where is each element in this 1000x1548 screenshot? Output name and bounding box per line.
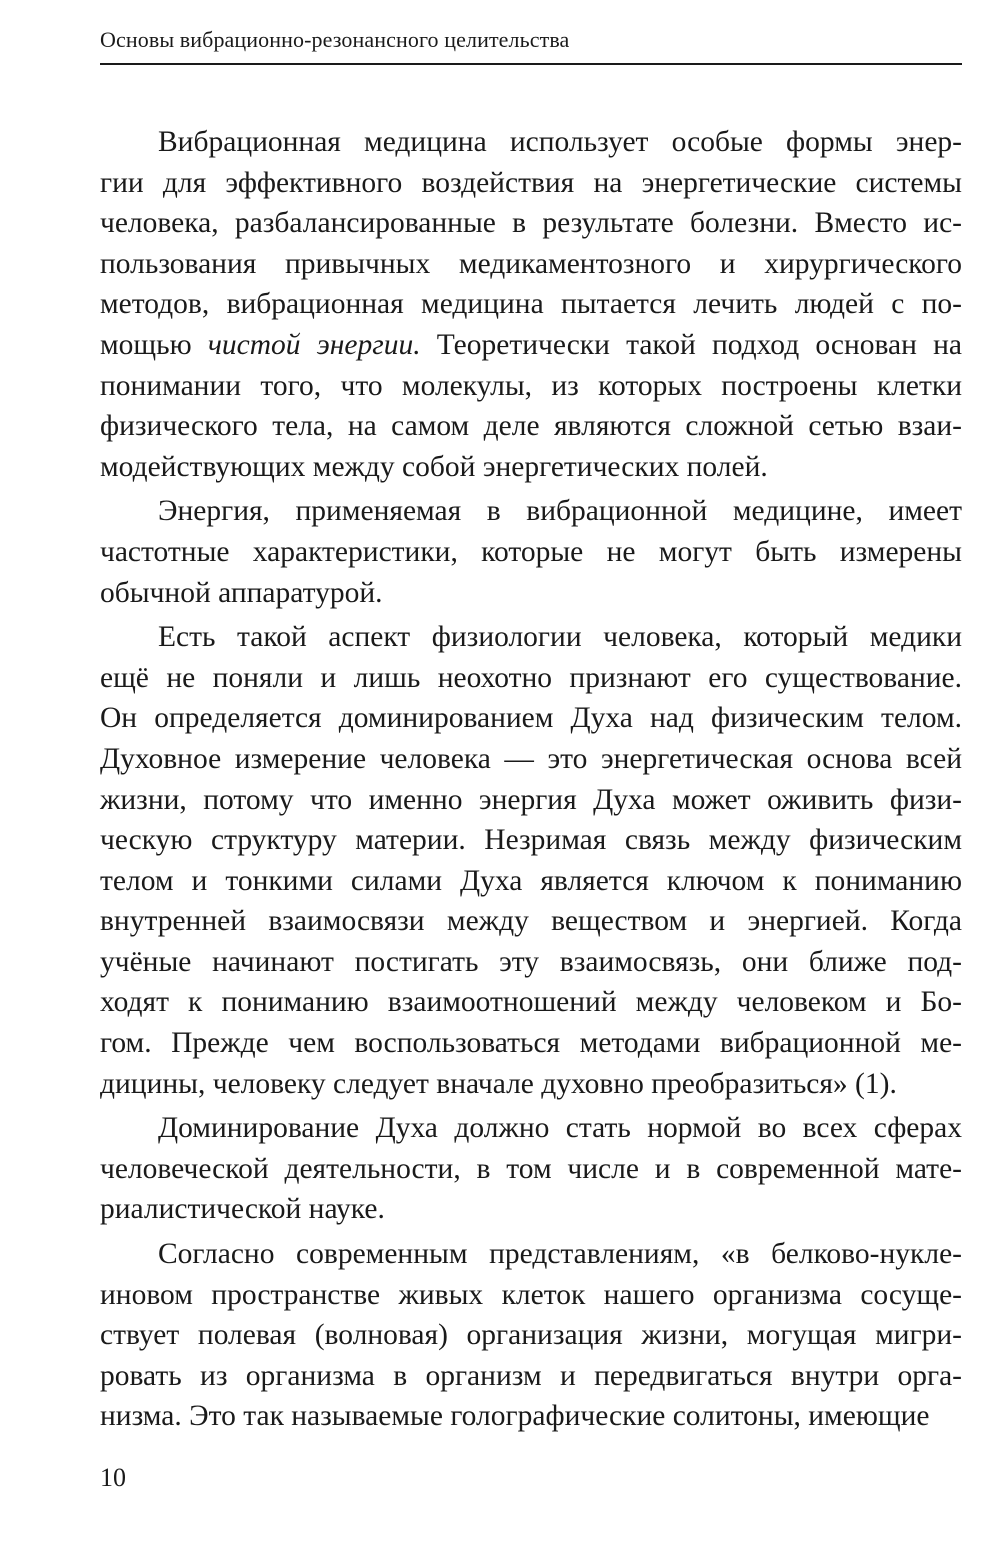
text-line: жизни, потому что именно энергия Духа может оживить физи- xyxy=(100,783,962,816)
header-rule xyxy=(100,63,962,65)
text-line: телом и тонкими силами Духа является ключом к пониманию xyxy=(100,864,962,897)
text-line: риалистической науке. xyxy=(100,1193,385,1226)
text-line: человеческой деятельности, в том числе и в современной мате- xyxy=(100,1152,962,1185)
text-line: обычной аппаратурой. xyxy=(100,576,383,609)
text-line: пользования привычных медикаментозного и хирургического xyxy=(100,247,962,280)
running-header xyxy=(100,22,962,58)
body-text xyxy=(100,122,962,1437)
text-line: Доминирование Духа должно стать нормой во всех сферах xyxy=(158,1112,962,1145)
text-line: ещё не поняли и лишь неохотно признают его существование. xyxy=(100,661,962,694)
paragraph xyxy=(100,617,962,1104)
running-header-title: Основы вибрационно-резонансного целительства xyxy=(100,27,570,52)
text-line: частотные характеристики, которые не могут быть измерены xyxy=(100,535,962,568)
paragraph xyxy=(100,1108,962,1230)
text-line: физического тела, на самом деле являются сложной сетью взаи- xyxy=(100,410,962,443)
text-line: ческую структуру материи. Незримая связь между физическим xyxy=(100,824,962,857)
text-line: гии для эффективного воздействия на энергетические системы xyxy=(100,166,962,199)
text-line: иновом пространстве живых клеток нашего организма сосуще- xyxy=(100,1278,962,1311)
text-line: человека, разбалансированные в результате болезни. Вместо ис- xyxy=(100,207,962,240)
text-line: Есть такой аспект физиологии человека, который медики xyxy=(158,621,962,654)
text-line: Духовное измерение человека — это энергетическая основа всей xyxy=(100,742,962,775)
paragraph xyxy=(100,122,962,487)
text-line: модействующих между собой энергетических полей. xyxy=(100,450,768,483)
text-line: методов, вибрационная медицина пытается лечить людей с по- xyxy=(100,288,962,321)
text-line: Энергия, применяемая в вибрационной медицине, имеет xyxy=(158,495,962,528)
text-line: ствует полевая (волновая) организация жизни, могущая мигри- xyxy=(100,1319,962,1352)
text-line: Он определяется доминированием Духа над физическим телом. xyxy=(100,702,962,735)
text-line: ровать из организма в организм и передвигаться внутри орга- xyxy=(100,1359,962,1392)
text-line: понимании того, что молекулы, из которых построены клетки xyxy=(100,369,962,402)
text-line: ходят к пониманию взаимоотношений между человеком и Бо- xyxy=(100,986,962,1019)
text-line: внутренней взаимосвязи между веществом и энергией. Когда xyxy=(100,905,962,938)
paragraph xyxy=(100,491,962,613)
paragraph xyxy=(100,1234,962,1437)
text-segment: Теоретически такой подход основан на xyxy=(420,328,962,361)
page-number: 10 xyxy=(100,1463,126,1492)
emphasis-text: чистой энергии. xyxy=(207,328,421,361)
text-line: гом. Прежде чем воспользоваться методами вибрационной ме- xyxy=(100,1027,962,1060)
text-line: учёные начинают постигать эту взаимосвязь, они ближе под- xyxy=(100,945,962,978)
text-line: низма. Это так называемые голографические солитоны, имеющие xyxy=(100,1400,930,1433)
text-line: Вибрационная медицина использует особые формы энер- xyxy=(158,126,962,158)
text-segment: мощью xyxy=(100,328,208,361)
text-line xyxy=(100,325,962,366)
text-line: Согласно современным представлениям, «в белково-нукле- xyxy=(158,1238,962,1271)
text-line: дицины, человеку следует вначале духовно преобразиться» (1). xyxy=(100,1067,897,1100)
